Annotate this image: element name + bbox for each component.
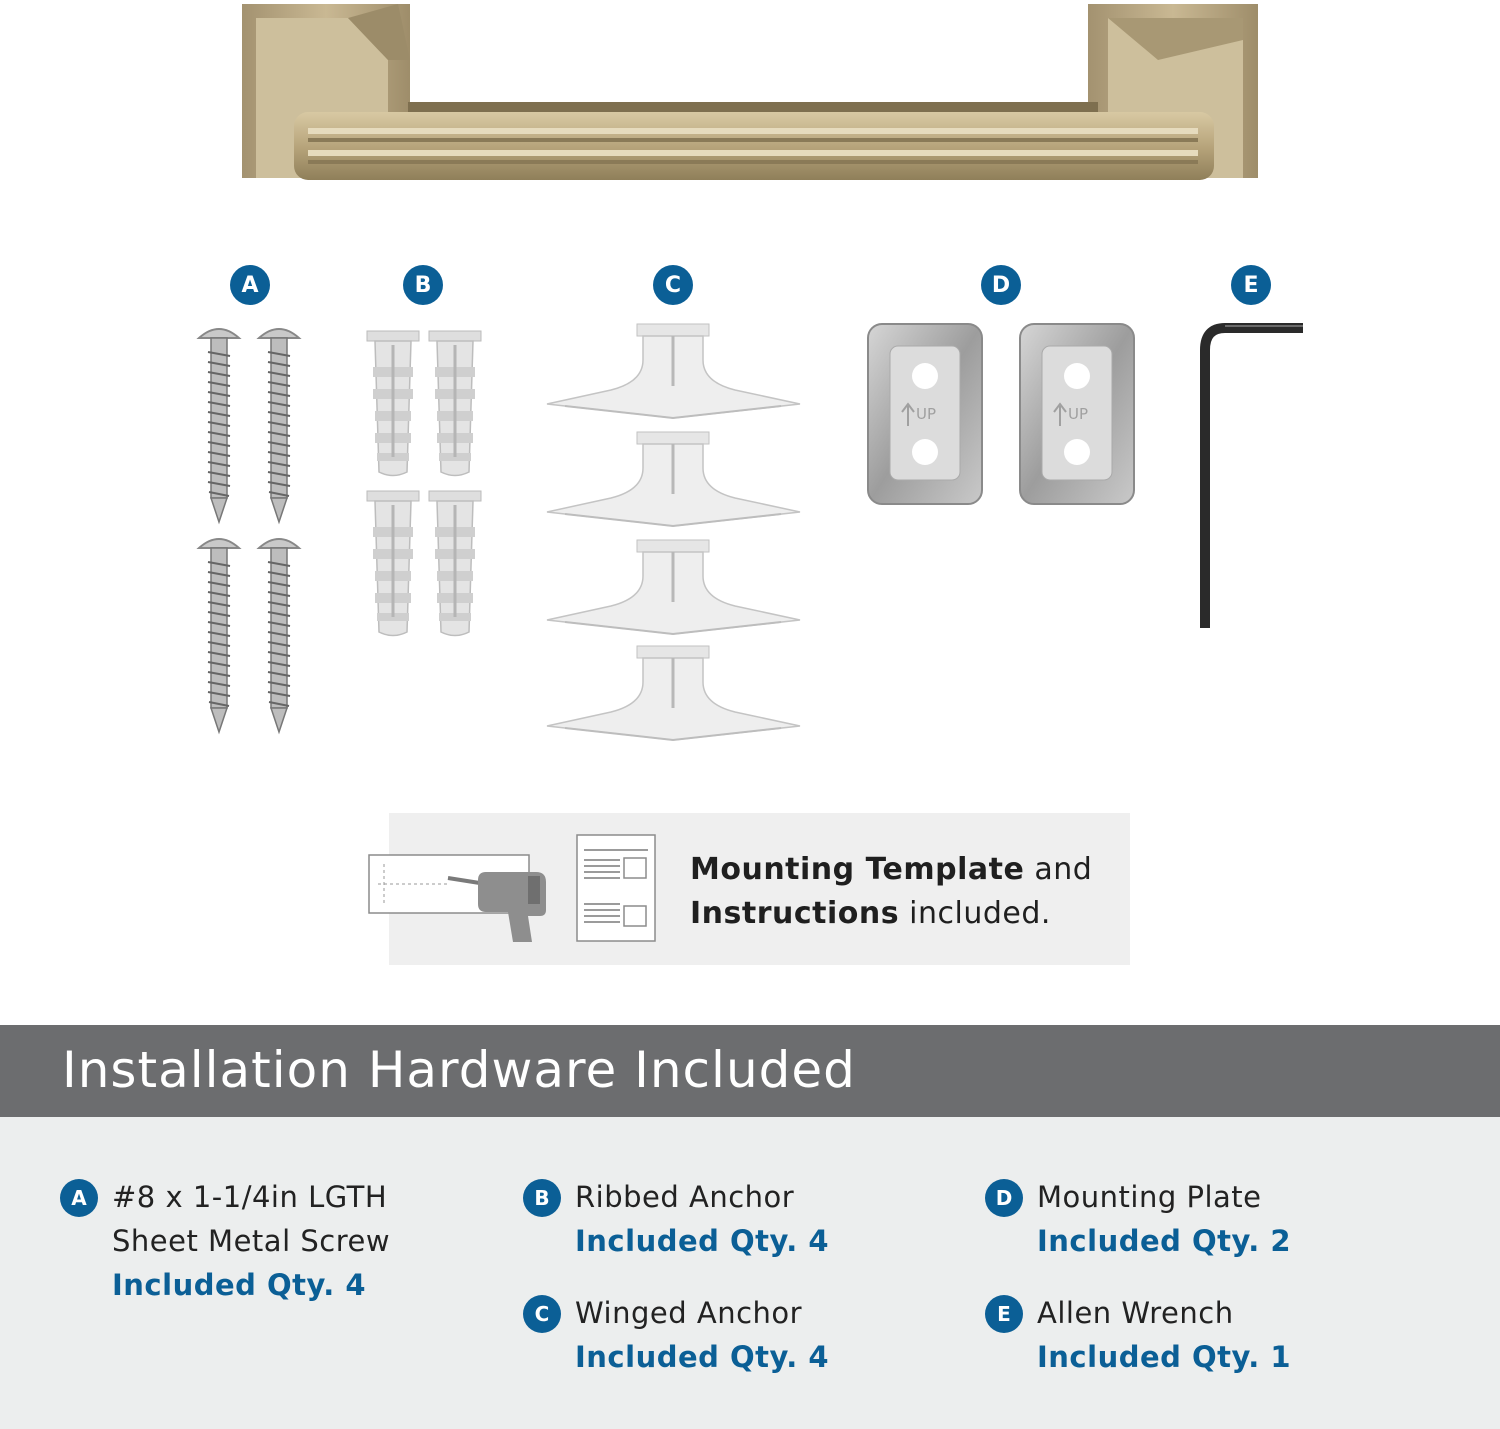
part-c-badge: C <box>653 265 693 305</box>
banner-title: Installation Hardware Included <box>62 1041 856 1099</box>
drill-template-icon <box>368 850 553 945</box>
screws-illustration <box>195 320 305 735</box>
handle-image <box>238 0 1263 190</box>
legend-c-badge: C <box>523 1295 561 1333</box>
part-d-badge: D <box>981 265 1021 305</box>
legend-item-c: Winged Anchor Included Qty. 4 <box>575 1296 830 1374</box>
mounting-plate-left <box>868 324 982 504</box>
svg-text:UP: UP <box>1068 405 1089 423</box>
part-e-badge: E <box>1231 265 1271 305</box>
legend-d-badge: D <box>985 1179 1023 1217</box>
ribbed-anchors-illustration <box>365 325 485 640</box>
mounting-plate-right <box>1020 324 1134 504</box>
svg-text:UP: UP <box>916 405 937 423</box>
legend-a-badge: A <box>60 1179 98 1217</box>
legend-b-badge: B <box>523 1179 561 1217</box>
mounting-template-note: Mounting Template and Instructions included. <box>690 852 1093 931</box>
instructions-document-icon <box>576 834 658 944</box>
legend-item-d: Mounting Plate Included Qty. 2 <box>1037 1180 1292 1258</box>
legend-item-b: Ribbed Anchor Included Qty. 4 <box>575 1180 830 1258</box>
legend-item-e: Allen Wrench Included Qty. 1 <box>1037 1296 1292 1374</box>
part-b-badge: B <box>403 265 443 305</box>
legend-e-badge: E <box>985 1295 1023 1333</box>
part-a-badge: A <box>230 265 270 305</box>
mounting-plates-illustration <box>866 322 1138 507</box>
allen-wrench-illustration <box>1195 320 1310 635</box>
winged-anchors-illustration <box>545 320 805 745</box>
legend-item-a: #8 x 1-1/4in LGTH Sheet Metal Screw Included Qty. 4 <box>112 1180 391 1302</box>
